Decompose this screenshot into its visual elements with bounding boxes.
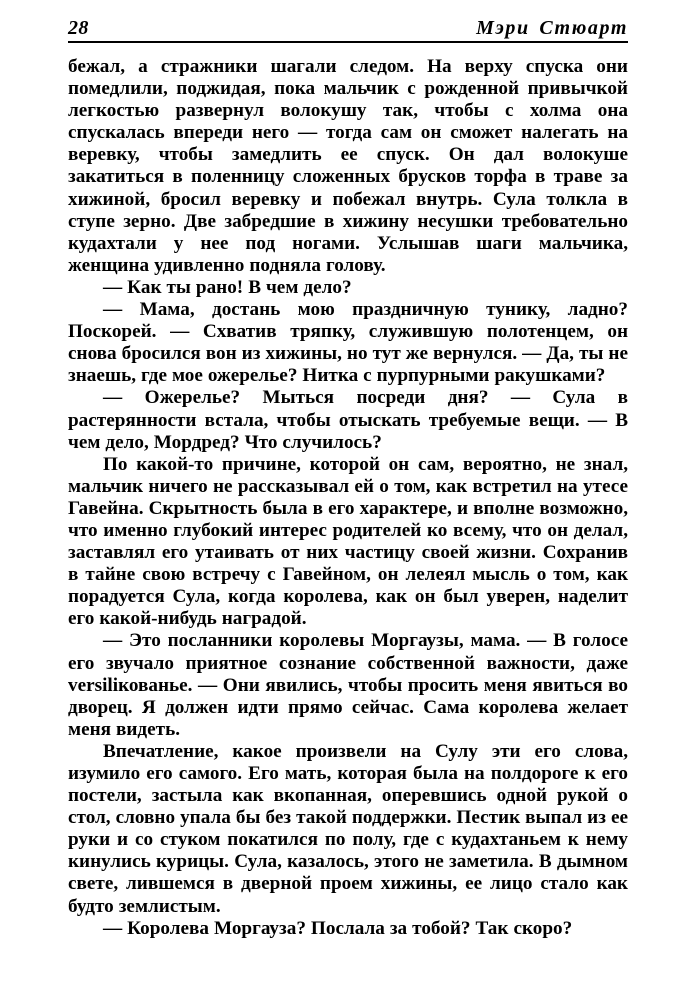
page-header	[68, 18, 628, 43]
p-dialogue-necklace: — Ожерелье? Мыться посреди дня? — Сула в растерянности встала, чтобы отыскать требуемые вещи. — В чем дело, Мордред? Что случилось?	[68, 387, 628, 453]
p-dialogue-how-early: — Как ты рано! В чем дело?	[103, 276, 352, 298]
running-title-author: Мэри Стюарт	[476, 17, 628, 39]
p-dialogue-morgause: — Королева Моргауза? Послала за тобой? Так скоро?	[103, 917, 573, 939]
p-narrative-secrecy: По какой-то причине, которой он сам, вероятно, не знал, мальчик ничего не рассказывал ей о том, как встретил на утесе Гавейна. Скрытность была в его характере, и вполне возможно, что именно глубокий интерес родителей ко всему, что он делал, заставлял его утаивать от них частицу своей жизни. Сохранив в тайне свою встречу с Гавейном, он лелеял мысль о том, как порадуется Сула, когда королева, как он был уверен, наделит его какой-нибудь наградой.	[68, 453, 628, 630]
page-number: 28	[68, 17, 89, 39]
p-dialogue-messengers: — Это посланники королевы Моргаузы, мама. — В голосе его звучало приятное сознание собственной важности, даже versiliковaнье. — Они явились, чтобы просить меня явиться во дворец. Я должен идти прямо сейчас. Сама королева желает меня видеть.	[68, 630, 628, 740]
p-narrative-sledge: бежал, а стражники шагали следом. На верху спуска они помедлили, поджидая, пока мальчик с рожденной привычкой легкостью развернул волокушу так, чтобы с холма она спускалась впереди него — тогда сам он сможет налегать на веревку, чтобы замедлить ее спуск. Он дал волокуше закатиться в поленницу сложенных брусков торфа в траве за хижиной, бросил веревку и побежал внутрь. Сула толкла в ступе зерно. Две забредшие в хижину несушки требовательно кудахтали у нее под ногами. Услышав шаги мальчика, женщина удивленно подняла голову.	[68, 56, 628, 276]
body-text-column	[68, 56, 628, 940]
p-dialogue-tunic: — Мама, достань мою праздничную тунику, ладно? Поскорей. — Схватив тряпку, служившую полотенцем, он снова бросился вон из хижины, но тут же вернулся. — Да, ты не знаешь, где мое ожерелье? Нитка с пурпурными ракушками?	[68, 299, 628, 387]
p-narrative-impression: Впечатление, какое произвели на Сулу эти его слова, изумило его самого. Его мать, которая была на полдороге к его постели, застыла как вкопанная, оперевшись одной рукой о стол, словно упала бы без такой поддержки. Пестик выпал из ее руки и со стуком покатился по полу, где с кудахтаньем к нему кинулись курицы. Сула, казалось, этого не заметила. В дымном свете, лившемся в дверной проем хижины, ее лицо стало как будто землистым.	[68, 740, 628, 917]
